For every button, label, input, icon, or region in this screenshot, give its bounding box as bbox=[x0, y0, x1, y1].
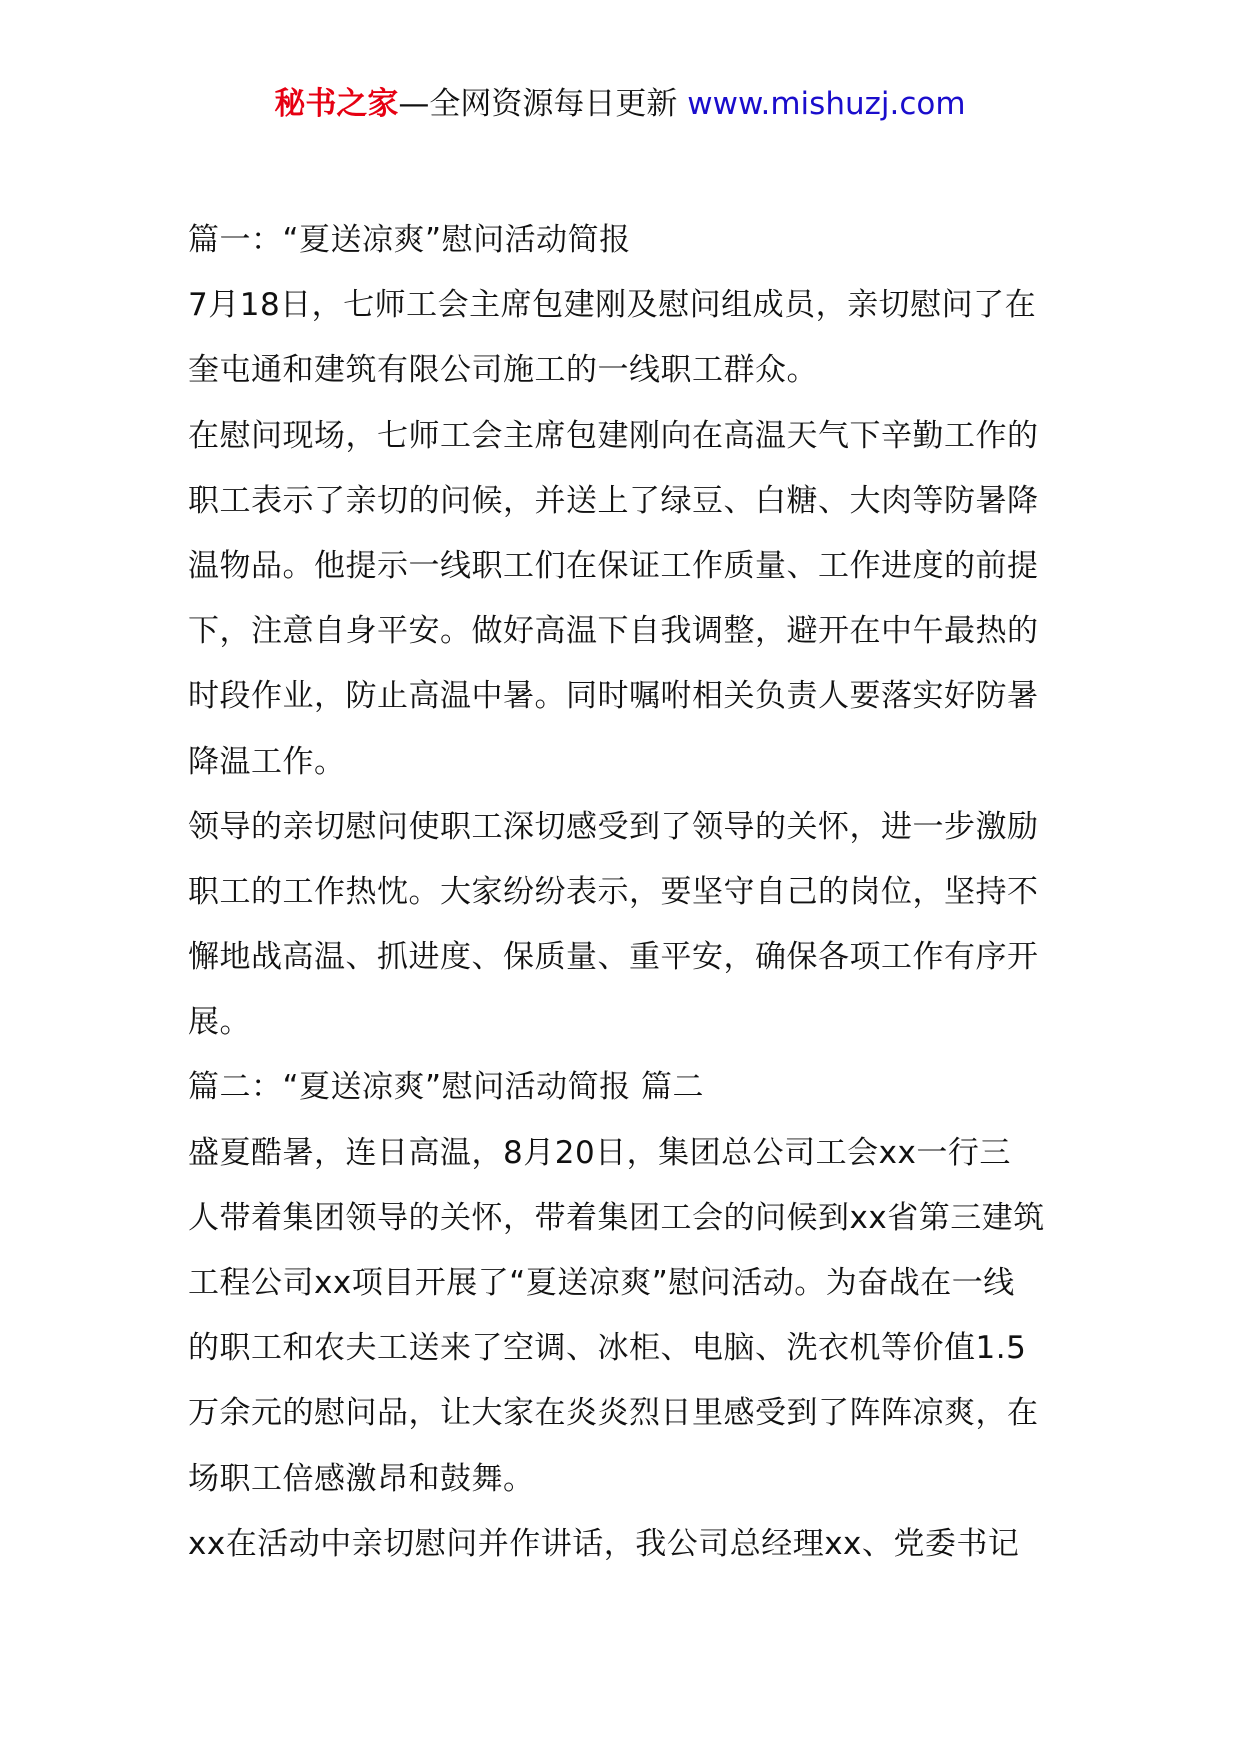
body-line: 人带着集团领导的关怀，带着集团工会的问候到xx省第三建筑 bbox=[188, 1199, 1045, 1236]
site-tagline: —全网资源每日更新 bbox=[398, 86, 678, 122]
body-line: 在慰问现场，七师工会主席包建刚向在高温天气下辛勤工作的 bbox=[188, 417, 1039, 454]
body-line: 懈地战高温、抓进度、保质量、重平安，确保各项工作有序开 bbox=[188, 939, 1039, 976]
body-line: 工程公司xx项目开展了“夏送凉爽”慰问活动。为奋战在一线 bbox=[188, 1265, 1015, 1301]
site-brand: 秘书之家 bbox=[274, 86, 399, 122]
body-line: 领导的亲切慰问使职工深切感受到了领导的关怀，进一步激励 bbox=[188, 808, 1039, 845]
body-line: 盛夏酷暑，连日高温，8月20日，集团总公司工会xx一行三 bbox=[188, 1134, 1011, 1171]
body-line: 7月18日，七师工会主席包建刚及慰问组成员，亲切慰问了在 bbox=[188, 287, 1037, 324]
site-url-link[interactable]: www.mishuzj.com bbox=[687, 86, 966, 122]
body-line: 场职工倍感激昂和鼓舞。 bbox=[188, 1460, 535, 1497]
body-line: 下，注意自身平安。做好高温下自我调整，避开在中午最热的 bbox=[188, 613, 1039, 650]
body-line: 职工的工作热忱。大家纷纷表示，要坚守自己的岗位，坚持不 bbox=[188, 873, 1039, 910]
site-header bbox=[0, 84, 1240, 124]
body-line: 展。 bbox=[188, 1004, 251, 1041]
document-body bbox=[188, 208, 1068, 1577]
body-line: 奎屯通和建筑有限公司施工的一线职工群众。 bbox=[188, 352, 818, 389]
section-title: 篇二：“夏送凉爽”慰问活动简报 篇二 bbox=[188, 1069, 704, 1106]
body-line: 温物品。他提示一线职工们在保证工作质量、工作进度的前提 bbox=[188, 547, 1039, 584]
body-line: 职工表示了亲切的问候，并送上了绿豆、白糖、大肉等防暑降 bbox=[188, 482, 1039, 519]
body-line: 时段作业，防止高温中暑。同时嘱咐相关负责人要落实好防暑 bbox=[188, 678, 1039, 715]
body-line: xx在活动中亲切慰问并作讲话，我公司总经理xx、党委书记 bbox=[188, 1525, 1020, 1562]
section-title: 篇一：“夏送凉爽”慰问活动简报 bbox=[188, 222, 631, 258]
body-line: 降温工作。 bbox=[188, 743, 346, 780]
body-line: 万余元的慰问品，让大家在炎炎烈日里感受到了阵阵凉爽，在 bbox=[188, 1395, 1039, 1432]
body-line: 的职工和农夫工送来了空调、冰柜、电脑、洗衣机等价值1.5 bbox=[188, 1330, 1027, 1367]
